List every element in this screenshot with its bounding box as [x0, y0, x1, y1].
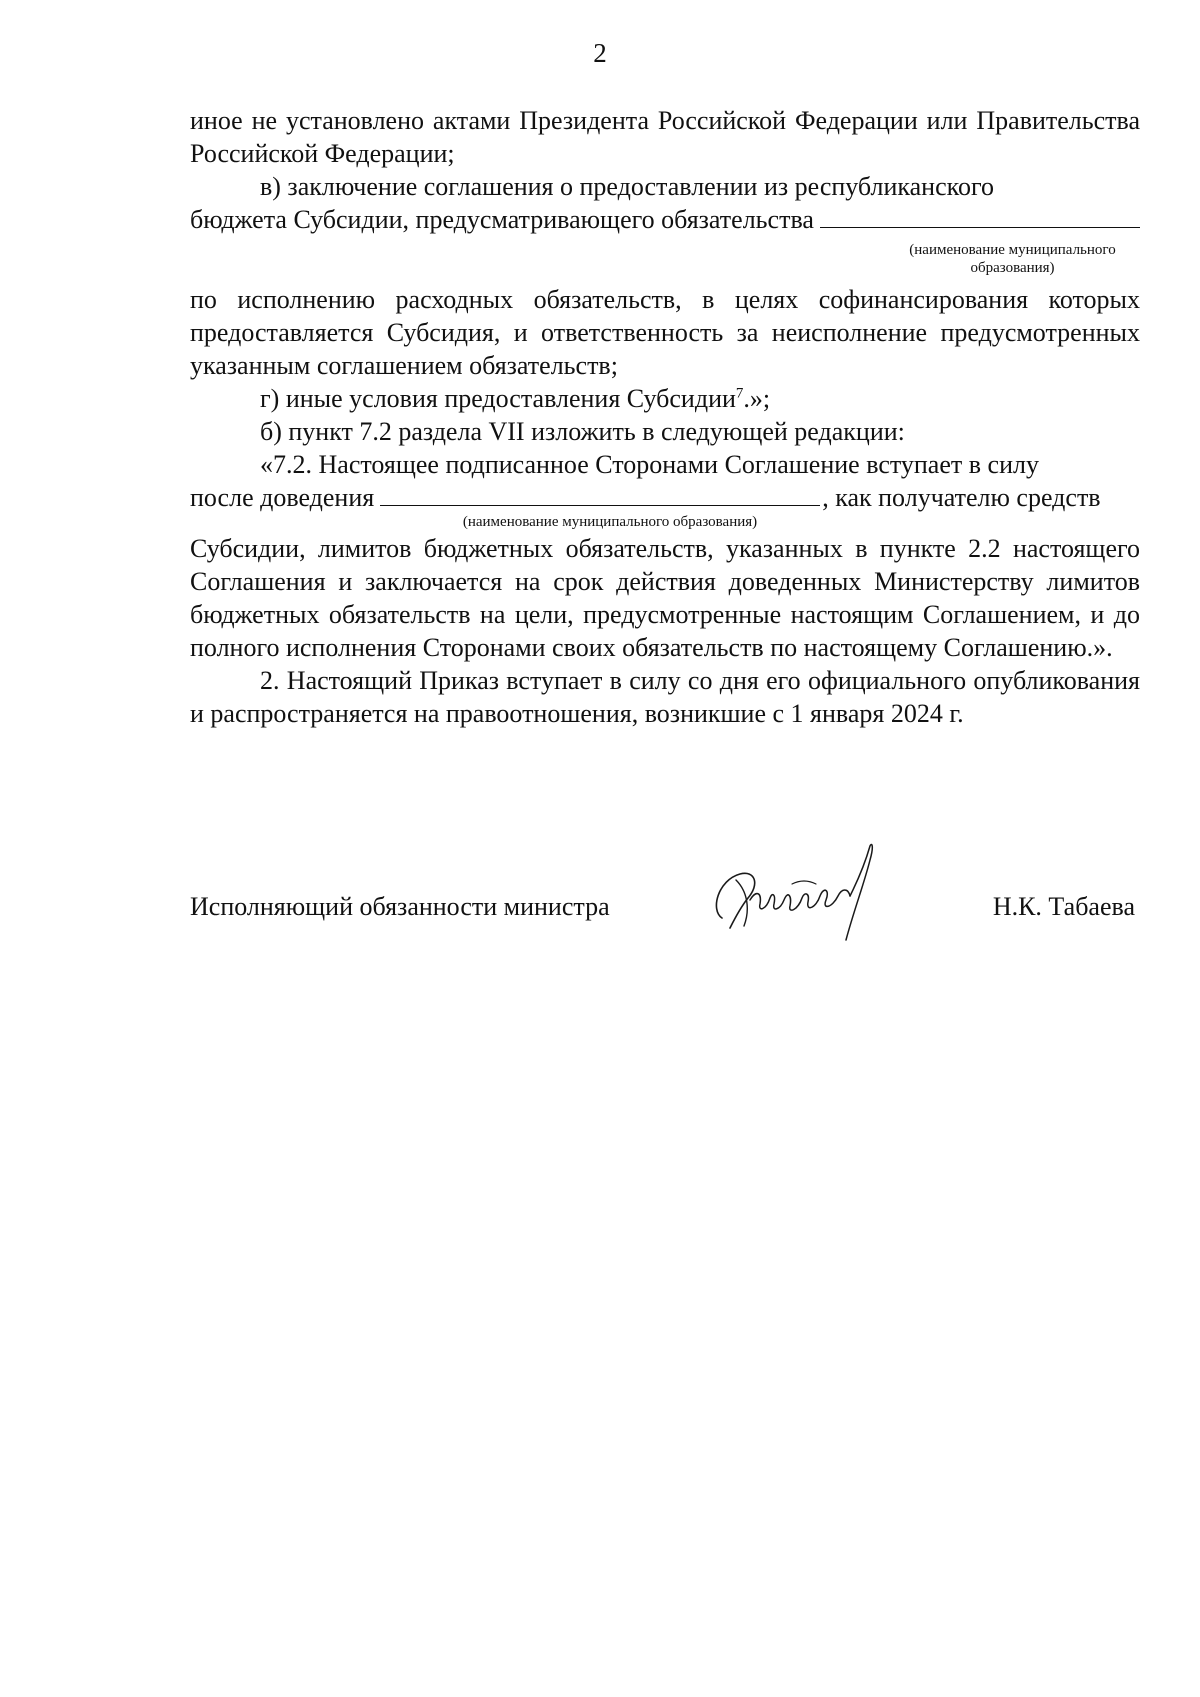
- paragraph-g-tail: .»;: [743, 384, 771, 413]
- paragraph-v-line2: [190, 203, 1140, 236]
- paragraph-v-line1: в) заключение соглашения о предоставлении из республиканского: [260, 172, 994, 201]
- paragraph-obligations: по исполнению расходных обязательств, в целях софинансирования которых предоставляется Субсидия, и ответственность за неисполнение предусмотренных указанным соглашением обязательств;: [190, 285, 1140, 380]
- document-body: [190, 104, 1140, 730]
- paragraph-g: [190, 382, 1140, 415]
- paragraph-7-2-after: , как получателю средств: [822, 483, 1101, 512]
- paragraph-v-text: бюджета Субсидии, предусматривающего обязательства: [190, 205, 814, 234]
- paragraph-b: б) пункт 7.2 раздела VII изложить в следующей редакции:: [260, 417, 905, 446]
- handwritten-signature: [700, 840, 880, 950]
- paragraph-g-text: г) иные условия предоставления Субсидии: [260, 384, 736, 413]
- paragraph-7-2-rest: Субсидии, лимитов бюджетных обязательств, указанных в пункте 2.2 настоящего Соглашения и заключается на срок действия доведенных Министерству лимитов бюджетных обязательств на цели, предусмотренные настоящим Соглашением, и до полного исполнения Сторонами своих обязательств по настоящему Соглашению.».: [190, 534, 1140, 662]
- page-number: 2: [593, 38, 607, 68]
- blank-caption-municipality: (наименование муниципального образования): [909, 242, 1116, 276]
- signatory-position: Исполняющий обязанности министра: [190, 892, 610, 921]
- paragraph-continuation: иное не установлено актами Президента Российской Федерации или Правительства Российской Федерации;: [190, 106, 1140, 168]
- blank-municipality-field: [820, 226, 1140, 228]
- paragraph-2: 2. Настоящий Приказ вступает в силу со дня его официального опубликования и распространяется на правоотношения, возникшие с 1 января 2024 г.: [190, 666, 1140, 728]
- blank-caption-municipality: (наименование муниципального образования): [462, 514, 758, 530]
- blank-municipality-field: [380, 504, 820, 506]
- paragraph-7-2-line1: «7.2. Настоящее подписанное Сторонами Соглашение вступает в силу: [260, 450, 1039, 479]
- paragraph-7-2-before: после доведения: [190, 483, 375, 512]
- signatory-name: Н.К. Табаева: [992, 892, 1135, 921]
- footnote-mark: 7: [735, 385, 744, 402]
- paragraph-7-2-line2: [190, 481, 1140, 514]
